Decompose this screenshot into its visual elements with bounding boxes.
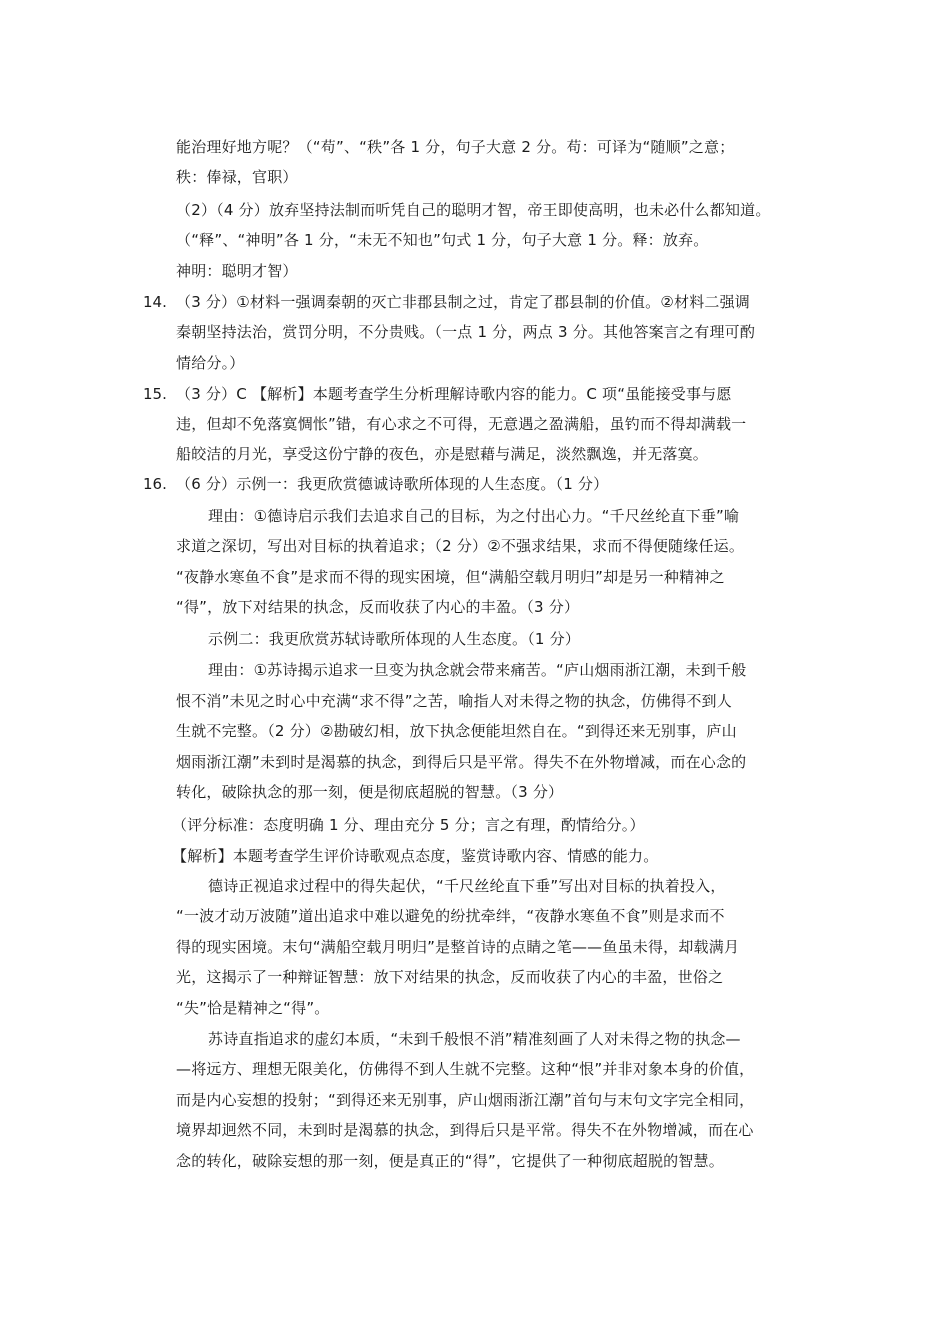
text-line: 神明：聪明才智） xyxy=(176,262,298,280)
text-line: 秩：俸禄，官职） xyxy=(176,168,298,186)
text-line: “一波才动万波随”道出追求中难以避免的纷扰牵绊，“夜静水寒鱼不食”则是求而不 xyxy=(176,907,725,925)
text-line: （2）（4 分）放弃坚持法制而听凭自己的聪明才智，帝王即使高明，也未必什么都知道。 xyxy=(176,201,771,219)
text-line: 理由：①苏诗揭示追求一旦变为执念就会带来痛苦。“庐山烟雨浙江潮，未到千般 xyxy=(208,661,747,679)
text-line: 苏诗直指追求的虚幻本质，“未到千般恨不消”精准刻画了人对未得之物的执念— xyxy=(208,1030,741,1048)
text-line: 得的现实困境。末句“满船空载月明归”是整首诗的点睛之笔——鱼虽未得，却载满月 xyxy=(176,938,740,956)
text-line: 德诗正视追求过程中的得失起伏，“千尺丝纶直下垂”写出对目标的执着投入， xyxy=(208,877,726,895)
text-line: 光，这揭示了一种辩证智慧：放下对结果的执念，反而收获了内心的丰盈，世俗之 xyxy=(176,968,724,986)
text-line: （6 分）示例一：我更欣赏德诚诗歌所体现的人生态度。（1 分） xyxy=(176,475,609,493)
text-line: 理由：①德诗启示我们去追求自己的目标，为之付出心力。“千尺丝纶直下垂”喻 xyxy=(208,507,740,525)
text-line: 秦朝坚持法治，赏罚分明，不分贵贱。（一点 1 分，两点 3 分。其他答案言之有理可酌 xyxy=(176,323,756,341)
question-number-14: 14. xyxy=(143,293,167,311)
text-line: 船皎洁的月光，享受这份宁静的夜色，亦是慰藉与满足，淡然飘逸，并无落寞。 xyxy=(176,445,709,463)
text-line: “夜静水寒鱼不食”是求而不得的现实困境，但“满船空载月明归”却是另一种精神之 xyxy=(176,568,725,586)
text-line: 境界却迥然不同，未到时是渴慕的执念，到得后只是平常。得失不在外物增减，而在心 xyxy=(176,1121,754,1139)
text-line: 【解析】本题考查学生评价诗歌观点态度，鉴赏诗歌内容、情感的能力。 xyxy=(172,847,659,865)
text-line: （3 分）C 【解析】本题考查学生分析理解诗歌内容的能力。C 项“虽能接受事与愿 xyxy=(176,385,732,403)
text-line: 情给分。） xyxy=(176,354,245,372)
text-line: —将远方、理想无限美化，仿佛得不到人生就不完整。这种“恨”并非对象本身的价值， xyxy=(176,1060,755,1078)
text-line: 恨不消”未见之时心中充满“求不得”之苦，喻指人对未得之物的执念，仿佛得不到人 xyxy=(176,692,732,710)
question-number-15: 15. xyxy=(143,385,167,403)
text-line: （“释”、“神明”各 1 分，“未无不知也”句式 1 分，句子大意 1 分。释：放弃。 xyxy=(176,231,709,249)
text-line: 而是内心妄想的投射；“到得还来无别事，庐山烟雨浙江潮”首句与末句文字完全相同， xyxy=(176,1091,755,1109)
text-line: 求道之深切，写出对目标的执着追求；（2 分）②不强求结果，求而不得便随缘任运。 xyxy=(176,537,745,555)
text-line: （3 分）①材料一强调秦朝的灭亡非郡县制之过，肯定了郡县制的价值。②材料二强调 xyxy=(176,293,751,311)
text-line: （评分标准：态度明确 1 分、理由充分 5 分；言之有理，酌情给分。） xyxy=(172,816,645,834)
text-line: 示例二：我更欣赏苏轼诗歌所体现的人生态度。（1 分） xyxy=(208,630,581,648)
text-line: 能治理好地方呢？（“苟”、“秩”各 1 分，句子大意 2 分。苟：可译为“随顺”之意； xyxy=(176,138,735,156)
text-line: 念的转化，破除妄想的那一刻，便是真正的“得”，它提供了一种彻底超脱的智慧。 xyxy=(176,1152,724,1170)
text-line: “得”，放下对结果的执念，反而收获了内心的丰盈。（3 分） xyxy=(176,598,580,616)
text-line: 烟雨浙江潮”未到时是渴慕的执念，到得后只是平常。得失不在外物增减，而在心念的 xyxy=(176,753,747,771)
text-line: “失”恰是精神之“得”。 xyxy=(176,999,330,1017)
text-line: 转化，破除执念的那一刻，便是彻底超脱的智慧。（3 分） xyxy=(176,783,564,801)
question-number-16: 16. xyxy=(143,475,167,493)
text-line: 违，但却不免落寞惆怅”错，有心求之不可得，无意遇之盈满船，虽钓而不得却满载一 xyxy=(176,415,747,433)
text-line: 生就不完整。（2 分）②勘破幻相，放下执念便能坦然自在。“到得还来无别事，庐山 xyxy=(176,722,737,740)
